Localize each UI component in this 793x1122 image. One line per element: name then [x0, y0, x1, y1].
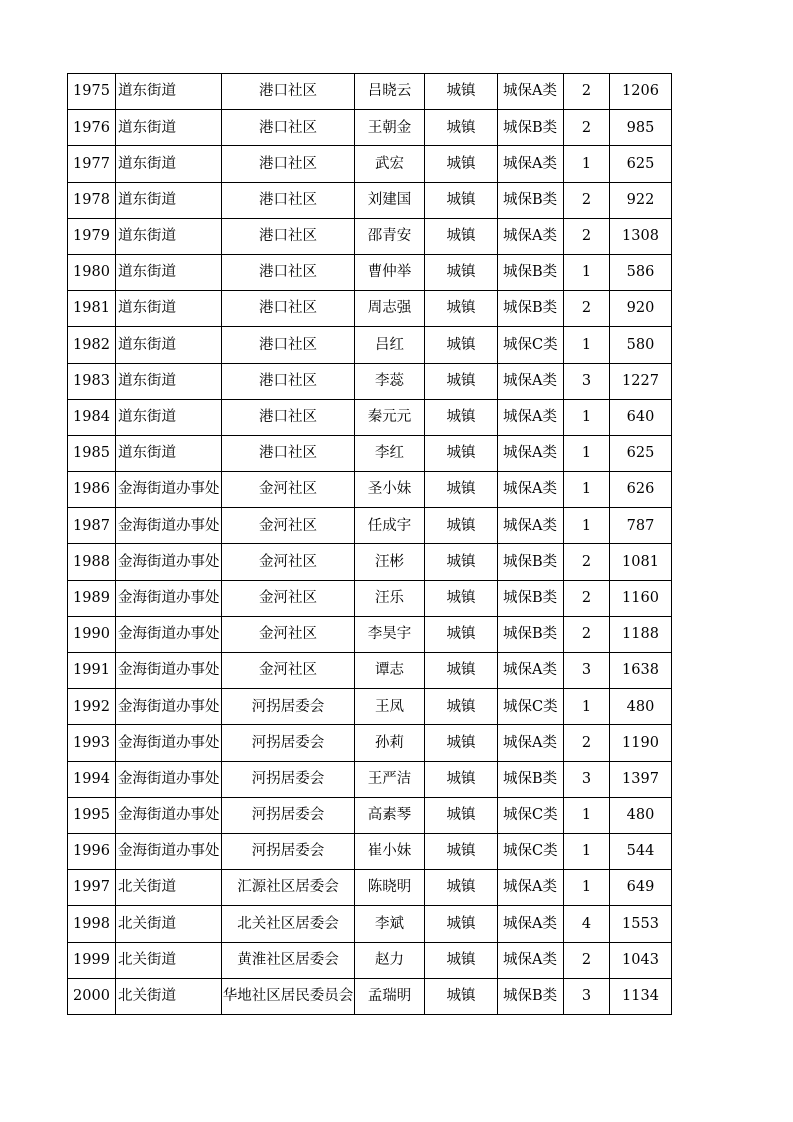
amount-cell: 985 — [610, 110, 672, 146]
amount-cell: 544 — [610, 833, 672, 869]
insurance-class-cell: 城保A类 — [498, 870, 564, 906]
table-row — [68, 218, 672, 254]
table-row — [68, 291, 672, 327]
community-cell: 港口社区 — [222, 74, 355, 110]
community-cell: 金河社区 — [222, 580, 355, 616]
records-table-body — [68, 74, 672, 1015]
name-cell: 李昊宇 — [355, 616, 425, 652]
household-type-cell: 城镇 — [425, 435, 498, 471]
household-type-cell: 城镇 — [425, 291, 498, 327]
people-count-cell: 2 — [564, 942, 610, 978]
row-number-cell: 2000 — [68, 978, 116, 1014]
row-number-cell: 1999 — [68, 942, 116, 978]
insurance-class-cell: 城保C类 — [498, 833, 564, 869]
row-number-cell: 1993 — [68, 725, 116, 761]
name-cell: 李红 — [355, 435, 425, 471]
name-cell: 王严洁 — [355, 761, 425, 797]
insurance-class-cell: 城保A类 — [498, 74, 564, 110]
row-number-cell: 1996 — [68, 833, 116, 869]
people-count-cell: 3 — [564, 363, 610, 399]
name-cell: 周志强 — [355, 291, 425, 327]
name-cell: 高素琴 — [355, 797, 425, 833]
household-type-cell: 城镇 — [425, 580, 498, 616]
amount-cell: 480 — [610, 689, 672, 725]
row-number-cell: 1986 — [68, 472, 116, 508]
household-type-cell: 城镇 — [425, 653, 498, 689]
row-number-cell: 1975 — [68, 74, 116, 110]
row-number-cell: 1983 — [68, 363, 116, 399]
household-type-cell: 城镇 — [425, 74, 498, 110]
household-type-cell: 城镇 — [425, 182, 498, 218]
amount-cell: 920 — [610, 291, 672, 327]
household-type-cell: 城镇 — [425, 797, 498, 833]
table-row — [68, 653, 672, 689]
row-number-cell: 1984 — [68, 399, 116, 435]
amount-cell: 649 — [610, 870, 672, 906]
community-cell: 港口社区 — [222, 363, 355, 399]
people-count-cell: 3 — [564, 761, 610, 797]
community-cell: 河拐居委会 — [222, 761, 355, 797]
street-cell: 金海街道办事处 — [116, 508, 222, 544]
table-row — [68, 110, 672, 146]
table-row — [68, 254, 672, 290]
name-cell: 汪乐 — [355, 580, 425, 616]
name-cell: 吕晓云 — [355, 74, 425, 110]
street-cell: 道东街道 — [116, 182, 222, 218]
community-cell: 金河社区 — [222, 544, 355, 580]
household-type-cell: 城镇 — [425, 327, 498, 363]
people-count-cell: 2 — [564, 182, 610, 218]
community-cell: 黄淮社区居委会 — [222, 942, 355, 978]
table-row — [68, 689, 672, 725]
insurance-class-cell: 城保C类 — [498, 689, 564, 725]
street-cell: 金海街道办事处 — [116, 472, 222, 508]
insurance-class-cell: 城保A类 — [498, 363, 564, 399]
street-cell: 道东街道 — [116, 146, 222, 182]
people-count-cell: 1 — [564, 870, 610, 906]
amount-cell: 1206 — [610, 74, 672, 110]
insurance-class-cell: 城保A类 — [498, 146, 564, 182]
table-row — [68, 363, 672, 399]
people-count-cell: 1 — [564, 833, 610, 869]
name-cell: 孟瑞明 — [355, 978, 425, 1014]
insurance-class-cell: 城保A类 — [498, 399, 564, 435]
amount-cell: 1397 — [610, 761, 672, 797]
row-number-cell: 1998 — [68, 906, 116, 942]
street-cell: 道东街道 — [116, 399, 222, 435]
community-cell: 河拐居委会 — [222, 725, 355, 761]
insurance-class-cell: 城保B类 — [498, 254, 564, 290]
household-type-cell: 城镇 — [425, 689, 498, 725]
household-type-cell: 城镇 — [425, 978, 498, 1014]
street-cell: 金海街道办事处 — [116, 616, 222, 652]
amount-cell: 1043 — [610, 942, 672, 978]
community-cell: 华地社区居民委员会 — [222, 978, 355, 1014]
name-cell: 陈晓明 — [355, 870, 425, 906]
table-row — [68, 942, 672, 978]
table-row — [68, 74, 672, 110]
name-cell: 圣小妹 — [355, 472, 425, 508]
row-number-cell: 1985 — [68, 435, 116, 471]
street-cell: 道东街道 — [116, 74, 222, 110]
insurance-class-cell: 城保B类 — [498, 978, 564, 1014]
insurance-class-cell: 城保B类 — [498, 580, 564, 616]
street-cell: 道东街道 — [116, 254, 222, 290]
row-number-cell: 1981 — [68, 291, 116, 327]
row-number-cell: 1994 — [68, 761, 116, 797]
amount-cell: 625 — [610, 435, 672, 471]
row-number-cell: 1988 — [68, 544, 116, 580]
row-number-cell: 1980 — [68, 254, 116, 290]
insurance-class-cell: 城保B类 — [498, 110, 564, 146]
table-row — [68, 833, 672, 869]
insurance-class-cell: 城保C类 — [498, 797, 564, 833]
people-count-cell: 3 — [564, 978, 610, 1014]
people-count-cell: 3 — [564, 653, 610, 689]
row-number-cell: 1990 — [68, 616, 116, 652]
household-type-cell: 城镇 — [425, 942, 498, 978]
people-count-cell: 2 — [564, 725, 610, 761]
people-count-cell: 1 — [564, 689, 610, 725]
household-type-cell: 城镇 — [425, 399, 498, 435]
street-cell: 道东街道 — [116, 110, 222, 146]
name-cell: 谭志 — [355, 653, 425, 689]
row-number-cell: 1989 — [68, 580, 116, 616]
table-row — [68, 399, 672, 435]
community-cell: 金河社区 — [222, 616, 355, 652]
table-row — [68, 906, 672, 942]
row-number-cell: 1987 — [68, 508, 116, 544]
people-count-cell: 2 — [564, 544, 610, 580]
people-count-cell: 1 — [564, 472, 610, 508]
people-count-cell: 1 — [564, 508, 610, 544]
street-cell: 北关街道 — [116, 906, 222, 942]
name-cell: 吕红 — [355, 327, 425, 363]
community-cell: 港口社区 — [222, 327, 355, 363]
community-cell: 港口社区 — [222, 110, 355, 146]
insurance-class-cell: 城保B类 — [498, 616, 564, 652]
household-type-cell: 城镇 — [425, 254, 498, 290]
name-cell: 王凤 — [355, 689, 425, 725]
street-cell: 道东街道 — [116, 327, 222, 363]
community-cell: 河拐居委会 — [222, 689, 355, 725]
insurance-class-cell: 城保A类 — [498, 218, 564, 254]
household-type-cell: 城镇 — [425, 146, 498, 182]
amount-cell: 640 — [610, 399, 672, 435]
insurance-class-cell: 城保C类 — [498, 327, 564, 363]
community-cell: 河拐居委会 — [222, 833, 355, 869]
household-type-cell: 城镇 — [425, 725, 498, 761]
community-cell: 河拐居委会 — [222, 797, 355, 833]
insurance-class-cell: 城保B类 — [498, 544, 564, 580]
street-cell: 道东街道 — [116, 435, 222, 471]
row-number-cell: 1991 — [68, 653, 116, 689]
community-cell: 港口社区 — [222, 218, 355, 254]
name-cell: 任成宇 — [355, 508, 425, 544]
street-cell: 金海街道办事处 — [116, 544, 222, 580]
amount-cell: 625 — [610, 146, 672, 182]
name-cell: 赵力 — [355, 942, 425, 978]
household-type-cell: 城镇 — [425, 218, 498, 254]
street-cell: 金海街道办事处 — [116, 725, 222, 761]
community-cell: 港口社区 — [222, 399, 355, 435]
community-cell: 港口社区 — [222, 435, 355, 471]
household-type-cell: 城镇 — [425, 110, 498, 146]
name-cell: 李斌 — [355, 906, 425, 942]
amount-cell: 1553 — [610, 906, 672, 942]
people-count-cell: 1 — [564, 146, 610, 182]
community-cell: 汇源社区居委会 — [222, 870, 355, 906]
people-count-cell: 2 — [564, 110, 610, 146]
name-cell: 刘建国 — [355, 182, 425, 218]
people-count-cell: 1 — [564, 435, 610, 471]
street-cell: 金海街道办事处 — [116, 797, 222, 833]
street-cell: 北关街道 — [116, 870, 222, 906]
people-count-cell: 2 — [564, 616, 610, 652]
household-type-cell: 城镇 — [425, 544, 498, 580]
street-cell: 道东街道 — [116, 363, 222, 399]
table-row — [68, 435, 672, 471]
household-type-cell: 城镇 — [425, 363, 498, 399]
street-cell: 道东街道 — [116, 218, 222, 254]
amount-cell: 922 — [610, 182, 672, 218]
insurance-class-cell: 城保A类 — [498, 725, 564, 761]
row-number-cell: 1979 — [68, 218, 116, 254]
street-cell: 北关街道 — [116, 942, 222, 978]
street-cell: 金海街道办事处 — [116, 580, 222, 616]
amount-cell: 626 — [610, 472, 672, 508]
name-cell: 秦元元 — [355, 399, 425, 435]
amount-cell: 586 — [610, 254, 672, 290]
household-type-cell: 城镇 — [425, 761, 498, 797]
street-cell: 金海街道办事处 — [116, 761, 222, 797]
row-number-cell: 1997 — [68, 870, 116, 906]
amount-cell: 787 — [610, 508, 672, 544]
row-number-cell: 1992 — [68, 689, 116, 725]
insurance-class-cell: 城保A类 — [498, 508, 564, 544]
amount-cell: 1227 — [610, 363, 672, 399]
people-count-cell: 4 — [564, 906, 610, 942]
household-type-cell: 城镇 — [425, 833, 498, 869]
name-cell: 孙莉 — [355, 725, 425, 761]
table-row — [68, 978, 672, 1014]
table-row — [68, 327, 672, 363]
people-count-cell: 2 — [564, 218, 610, 254]
table-row — [68, 870, 672, 906]
community-cell: 金河社区 — [222, 472, 355, 508]
name-cell: 崔小妹 — [355, 833, 425, 869]
insurance-class-cell: 城保A类 — [498, 435, 564, 471]
people-count-cell: 2 — [564, 74, 610, 110]
amount-cell: 580 — [610, 327, 672, 363]
people-count-cell: 1 — [564, 254, 610, 290]
name-cell: 邵青安 — [355, 218, 425, 254]
table-row — [68, 472, 672, 508]
row-number-cell: 1995 — [68, 797, 116, 833]
table-row — [68, 544, 672, 580]
row-number-cell: 1976 — [68, 110, 116, 146]
insurance-class-cell: 城保A类 — [498, 472, 564, 508]
row-number-cell: 1977 — [68, 146, 116, 182]
community-cell: 金河社区 — [222, 508, 355, 544]
street-cell: 金海街道办事处 — [116, 689, 222, 725]
household-type-cell: 城镇 — [425, 508, 498, 544]
insurance-class-cell: 城保A类 — [498, 653, 564, 689]
row-number-cell: 1982 — [68, 327, 116, 363]
household-type-cell: 城镇 — [425, 472, 498, 508]
table-row — [68, 797, 672, 833]
street-cell: 北关街道 — [116, 978, 222, 1014]
name-cell: 王朝金 — [355, 110, 425, 146]
name-cell: 武宏 — [355, 146, 425, 182]
table-row — [68, 182, 672, 218]
table-row — [68, 508, 672, 544]
table-row — [68, 616, 672, 652]
community-cell: 港口社区 — [222, 146, 355, 182]
community-cell: 金河社区 — [222, 653, 355, 689]
community-cell: 北关社区居委会 — [222, 906, 355, 942]
amount-cell: 1134 — [610, 978, 672, 1014]
insurance-class-cell: 城保B类 — [498, 182, 564, 218]
street-cell: 金海街道办事处 — [116, 653, 222, 689]
people-count-cell: 1 — [564, 327, 610, 363]
table-row — [68, 580, 672, 616]
insurance-class-cell: 城保B类 — [498, 291, 564, 327]
people-count-cell: 2 — [564, 291, 610, 327]
street-cell: 金海街道办事处 — [116, 833, 222, 869]
insurance-class-cell: 城保B类 — [498, 761, 564, 797]
community-cell: 港口社区 — [222, 182, 355, 218]
amount-cell: 1160 — [610, 580, 672, 616]
household-type-cell: 城镇 — [425, 870, 498, 906]
table-row — [68, 761, 672, 797]
people-count-cell: 1 — [564, 399, 610, 435]
table-row — [68, 725, 672, 761]
street-cell: 道东街道 — [116, 291, 222, 327]
amount-cell: 1638 — [610, 653, 672, 689]
amount-cell: 1188 — [610, 616, 672, 652]
people-count-cell: 2 — [564, 580, 610, 616]
name-cell: 汪彬 — [355, 544, 425, 580]
insurance-class-cell: 城保A类 — [498, 942, 564, 978]
records-table — [67, 73, 672, 1015]
name-cell: 李蕊 — [355, 363, 425, 399]
household-type-cell: 城镇 — [425, 906, 498, 942]
amount-cell: 480 — [610, 797, 672, 833]
table-row — [68, 146, 672, 182]
insurance-class-cell: 城保A类 — [498, 906, 564, 942]
row-number-cell: 1978 — [68, 182, 116, 218]
name-cell: 曹仲举 — [355, 254, 425, 290]
household-type-cell: 城镇 — [425, 616, 498, 652]
amount-cell: 1190 — [610, 725, 672, 761]
people-count-cell: 1 — [564, 797, 610, 833]
community-cell: 港口社区 — [222, 291, 355, 327]
amount-cell: 1308 — [610, 218, 672, 254]
community-cell: 港口社区 — [222, 254, 355, 290]
amount-cell: 1081 — [610, 544, 672, 580]
